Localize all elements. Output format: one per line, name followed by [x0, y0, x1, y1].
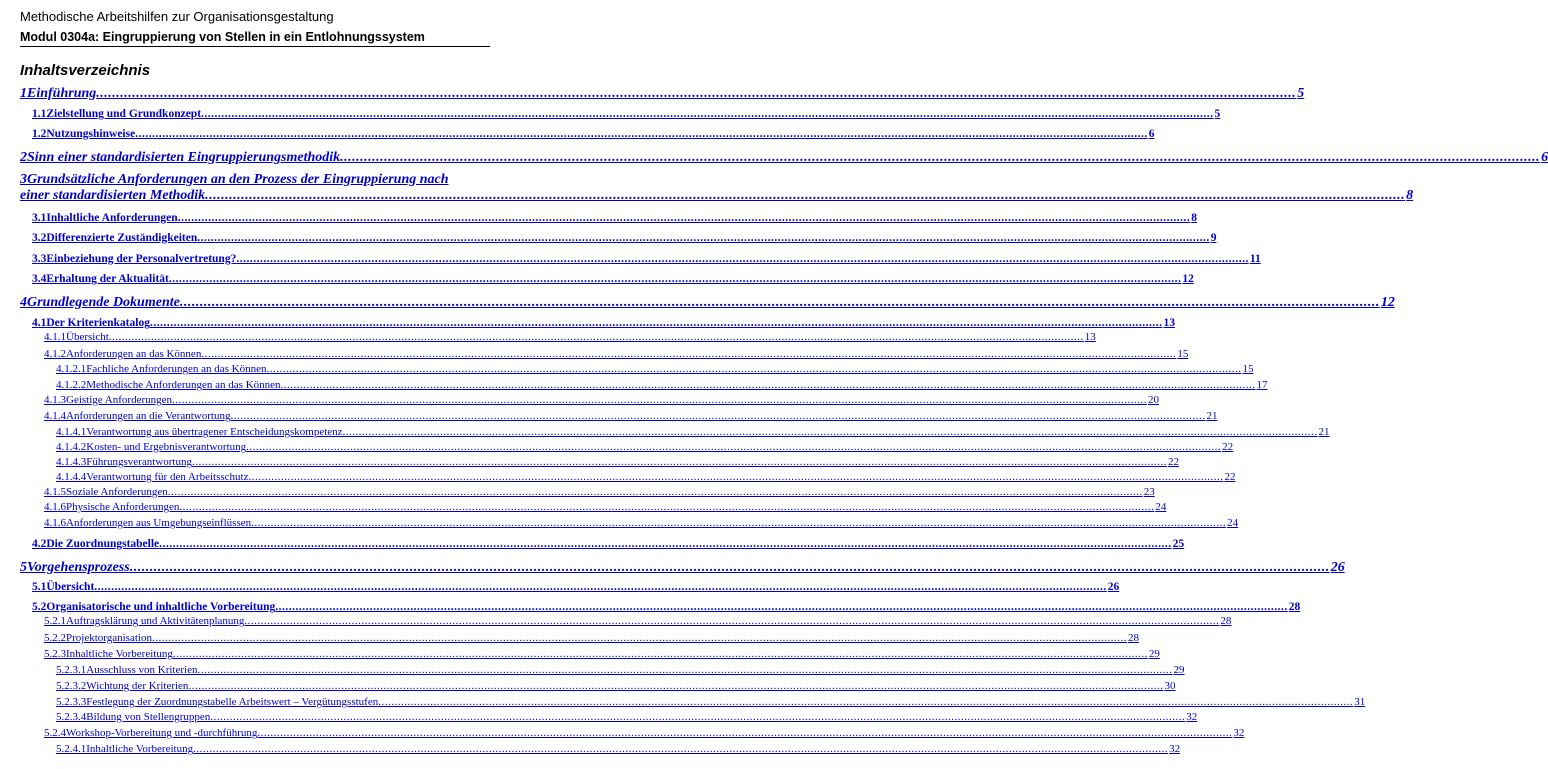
toc-page-number: 5	[1214, 108, 1221, 120]
toc-leader-dots: ............................................................................................................................................................................................................................................................................................................	[201, 348, 1177, 360]
toc-page-number: 32	[1186, 711, 1198, 723]
toc-entry[interactable]	[32, 601, 1301, 613]
toc-page-number: 21	[1206, 410, 1218, 422]
toc-page-number: 13	[1163, 317, 1175, 329]
toc-leader-dots: ............................................................................................................................................................................................................................................................................................................	[96, 86, 1297, 101]
toc-entry-text: 5.1Übersicht	[32, 581, 95, 593]
toc-entry[interactable]	[44, 648, 1160, 660]
toc-entry-text: 3.2Differenzierte Zuständigkeiten	[32, 232, 198, 244]
toc-entry[interactable]	[56, 696, 1366, 708]
toc-entry-text: 5.2.3.2Wichtung der Kriterien	[56, 680, 189, 692]
toc-entry-text: 4.1.4.2Kosten- und Ergebnisverantwortung	[56, 441, 247, 453]
toc-page-number: 12	[1182, 273, 1194, 285]
toc-entry-text: 5.2.2Projektorganisation	[44, 632, 152, 644]
toc-page-number: 26	[1330, 560, 1345, 575]
toc-entry[interactable]	[44, 348, 1189, 360]
toc-entry-text: 4.1.4.3Führungsverantwortung	[56, 456, 192, 468]
toc-entry-text: 5.2.3.1Ausschluss von Kriterien	[56, 664, 198, 676]
toc-leader-dots: ............................................................................................................................................................................................................................................................................................................	[340, 150, 1541, 165]
toc-entry[interactable]	[32, 128, 1155, 140]
toc-page-number: 30	[1164, 680, 1176, 692]
toc-entry-text: 5.2.3.4Bildung von Stellengruppen	[56, 711, 211, 723]
toc-entry-text: 4Grundlegende Dokumente	[20, 295, 180, 310]
toc-leader-dots: ............................................................................................................................................................................................................................................................................................................	[168, 273, 1182, 285]
toc-leader-dots: ............................................................................................................................................................................................................................................................................................................	[248, 471, 1224, 483]
toc-entry-text: 5.2.3Inhaltliche Vorbereitung	[44, 648, 173, 660]
toc-entry[interactable]	[20, 295, 1395, 311]
toc-heading: Inhaltsverzeichnis	[20, 62, 151, 79]
toc-entry-text: 4.1.6Physische Anforderungen	[44, 501, 180, 513]
toc-leader-dots: ............................................................................................................................................................................................................................................................................................................	[159, 538, 1172, 550]
toc-leader-dots: ............................................................................................................................................................................................................................................................................................................	[236, 253, 1249, 265]
toc-entry-text: 3Grundsätzliche Anforderungen an den Prozess der Eingruppierung nach	[20, 172, 449, 187]
toc-entry[interactable]	[44, 394, 1159, 406]
toc-entry-text-continued: einer standardisierten Methodik	[20, 188, 206, 203]
toc-entry[interactable]	[44, 331, 1096, 343]
toc-page-number: 13	[1084, 331, 1096, 343]
toc-leader-dots: ............................................................................................................................................................................................................................................................................................................	[280, 379, 1256, 391]
toc-page-number: 20	[1148, 394, 1159, 406]
toc-leader-dots: ............................................................................................................................................................................................................................................................................................................	[266, 363, 1242, 375]
toc-entry[interactable]	[32, 581, 1120, 593]
toc-page-number: 15	[1177, 348, 1189, 360]
toc-entry-text: 4.1.4.1Verantwortung aus übertragener Entscheidungskompetenz	[56, 426, 343, 438]
toc-entry[interactable]	[20, 150, 1548, 166]
toc-leader-dots: ............................................................................................................................................................................................................................................................................................................	[135, 128, 1148, 140]
toc-entry[interactable]	[32, 273, 1194, 285]
toc-entry-text: 4.1.1Übersicht	[44, 331, 109, 343]
toc-entry[interactable]	[32, 212, 1197, 224]
toc-entry[interactable]	[32, 538, 1185, 550]
toc-entry-text: 4.1.2.2Methodische Anforderungen an das Können	[56, 379, 281, 391]
toc-page-number: 6	[1148, 128, 1155, 140]
toc-entry-text: 4.1.3Geistige Anforderungen	[44, 394, 172, 406]
toc-entry-text: 5.2.3.3Festlegung der Zuordnungstabelle Arbeitswert – Vergütungsstufen	[56, 696, 379, 708]
toc-page-number: 24	[1227, 517, 1239, 529]
toc-page-number: 21	[1318, 426, 1330, 438]
toc-page-number: 32	[1233, 727, 1245, 739]
toc-leader-dots: ............................................................................................................................................................................................................................................................................................................	[210, 711, 1186, 723]
toc-page-number: 23	[1143, 486, 1155, 498]
toc-entry-text: 5.2.4.1Inhaltliche Vorbereitung	[56, 743, 194, 755]
toc-leader-dots: ............................................................................................................................................................................................................................................................................................................	[149, 317, 1163, 329]
toc-entry-text: 3.3Einbeziehung der Personalvertretung?	[32, 253, 237, 265]
toc-leader-dots: ............................................................................................................................................................................................................................................................................................................	[129, 560, 1330, 575]
toc-leader-dots: ............................................................................................................................................................................................................................................................................................................	[205, 188, 1406, 203]
toc-leader-dots: ............................................................................................................................................................................................................................................................................................................	[179, 501, 1155, 513]
toc-entry[interactable]	[56, 471, 1236, 483]
toc-entry[interactable]	[56, 743, 1181, 755]
toc-entry[interactable]	[56, 664, 1185, 676]
toc-entry[interactable]	[56, 363, 1254, 375]
toc-leader-dots: ............................................................................................................................................................................................................................................................................................................	[197, 232, 1210, 244]
toc-leader-dots: ............................................................................................................................................................................................................................................................................................................	[151, 632, 1127, 644]
toc-leader-dots: ............................................................................................................................................................................................................................................................................................................	[172, 648, 1148, 660]
toc-entry-text: 1.2Nutzungshinweise	[32, 128, 136, 140]
toc-entry-text: 4.2Die Zuordnungstabelle	[32, 538, 160, 550]
toc-entry[interactable]	[44, 727, 1245, 739]
toc-entry[interactable]	[56, 426, 1330, 438]
toc-leader-dots: ............................................................................................................................................................................................................................................................................................................	[188, 680, 1164, 692]
toc-leader-dots: ............................................................................................................................................................................................................................................................................................................	[251, 517, 1227, 529]
toc-entry[interactable]	[32, 317, 1175, 329]
toc-entry-text: 4.1.6Anforderungen aus Umgebungseinflüssen	[44, 517, 252, 529]
toc-entry[interactable]	[56, 680, 1176, 692]
toc-page-number: 15	[1242, 363, 1254, 375]
toc-page-number: 32	[1169, 743, 1181, 755]
toc-leader-dots: ............................................................................................................................................................................................................................................................................................................	[167, 486, 1143, 498]
toc-leader-dots: ............................................................................................................................................................................................................................................................................................................	[342, 426, 1318, 438]
toc-leader-dots: ............................................................................................................................................................................................................................................................................................................	[193, 743, 1169, 755]
toc-entry[interactable]	[20, 86, 1305, 102]
toc-page-number: 29	[1173, 664, 1185, 676]
toc-leader-dots: ............................................................................................................................................................................................................................................................................................................	[179, 295, 1380, 310]
toc-entry[interactable]	[44, 615, 1232, 627]
toc-entry-text: 5Vorgehensprozess	[20, 560, 130, 575]
toc-leader-dots: ............................................................................................................................................................................................................................................................................................................	[94, 581, 1107, 593]
toc-leader-dots: ............................................................................................................................................................................................................................................................................................................	[201, 108, 1214, 120]
toc-page-number: 11	[1249, 253, 1261, 265]
toc-leader-dots: ............................................................................................................................................................................................................................................................................................................	[257, 727, 1233, 739]
toc-page-number: 31	[1354, 696, 1366, 708]
running-header-module: Modul 0304a: Eingruppierung von Stellen in ein Entlohnungssystem	[20, 30, 490, 47]
toc-entry[interactable]	[44, 486, 1155, 498]
toc-leader-dots: ............................................................................................................................................................................................................................................................................................................	[108, 331, 1084, 343]
toc-entry[interactable]	[32, 108, 1221, 120]
toc-entry[interactable]	[32, 232, 1217, 244]
toc-page-number: 5	[1297, 86, 1305, 101]
toc-entry-text: 5.2.4Workshop-Vorbereitung und -durchführung	[44, 727, 258, 739]
toc-leader-dots: ............................................................................................................................................................................................................................................................................................................	[275, 601, 1288, 613]
toc-entry-text: 4.1.2Anforderungen an das Können	[44, 348, 202, 360]
toc-entry-text: 4.1.2.1Fachliche Anforderungen an das Können	[56, 363, 267, 375]
toc-page-number: 28	[1288, 601, 1301, 613]
toc-page-number: 6	[1541, 150, 1548, 165]
toc-entry[interactable]	[44, 632, 1139, 644]
toc-page-number: 28	[1220, 615, 1232, 627]
toc-page-number: 12	[1380, 295, 1395, 310]
toc-page-number: 9	[1210, 232, 1217, 244]
toc-entry[interactable]	[20, 172, 1414, 204]
toc-entry[interactable]	[44, 517, 1239, 529]
toc-entry-text: 4.1.4Anforderungen an die Verantwortung	[44, 410, 231, 422]
toc-leader-dots: ............................................................................................................................................................................................................................................................................................................	[230, 410, 1206, 422]
toc-page-number: 17	[1256, 379, 1268, 391]
toc-entry[interactable]	[56, 456, 1179, 468]
toc-page-number: 26	[1107, 581, 1120, 593]
toc-leader-dots: ............................................................................................................................................................................................................................................................................................................	[191, 456, 1167, 468]
toc-leader-dots: ............................................................................................................................................................................................................................................................................................................	[197, 664, 1173, 676]
toc-entry-text: 1Einführung	[20, 86, 97, 101]
toc-entry-text: 1.1Zielstellung und Grundkonzept	[32, 108, 202, 120]
toc-entry[interactable]	[32, 253, 1261, 265]
toc-page-number: 22	[1222, 441, 1234, 453]
toc-entry-text: 5.2Organisatorische und inhaltliche Vorbereitung	[32, 601, 276, 613]
toc-entry-text: 2Sinn einer standardisierten Eingruppierungsmethodik	[20, 150, 341, 165]
toc-entry[interactable]	[44, 501, 1167, 513]
toc-entry[interactable]	[56, 379, 1268, 391]
toc-entry[interactable]	[56, 711, 1198, 723]
toc-page-number: 28	[1127, 632, 1139, 644]
toc-page-number: 25	[1172, 538, 1185, 550]
toc-entry[interactable]	[44, 410, 1218, 422]
toc-entry[interactable]	[20, 560, 1345, 576]
toc-entry[interactable]	[56, 441, 1234, 453]
toc-page-number: 24	[1155, 501, 1167, 513]
toc-entry-text: 4.1.5Soziale Anforderungen	[44, 486, 168, 498]
toc-page-number: 29	[1148, 648, 1160, 660]
toc-page-number: 22	[1167, 456, 1179, 468]
toc-entry-text: 3.4Erhaltung der Aktualität	[32, 273, 169, 285]
toc-leader-dots: ............................................................................................................................................................................................................................................................................................................	[244, 615, 1220, 627]
running-header-title: Methodische Arbeitshilfen zur Organisationsgestaltung	[20, 9, 334, 24]
toc-entry-text: 5.2.1Auftragsklärung und Aktivitätenplanung	[44, 615, 245, 627]
toc-leader-dots: ............................................................................................................................................................................................................................................................................................................	[172, 394, 1147, 406]
toc-leader-dots: ............................................................................................................................................................................................................................................................................................................	[246, 441, 1222, 453]
toc-page-number: 22	[1224, 471, 1236, 483]
toc-page-number: 8	[1191, 212, 1197, 224]
toc-entry-text: 4.1.4.4Verantwortung für den Arbeitsschutz	[56, 471, 249, 483]
toc-page-number: 8	[1406, 188, 1414, 203]
toc-entry-text: 4.1Der Kriterienkatalog	[32, 317, 150, 329]
toc-leader-dots: ............................................................................................................................................................................................................................................................................................................	[378, 696, 1354, 708]
toc-leader-dots: ............................................................................................................................................................................................................................................................................................................	[177, 212, 1191, 224]
toc-entry-text: 3.1Inhaltliche Anforderungen	[32, 212, 178, 224]
